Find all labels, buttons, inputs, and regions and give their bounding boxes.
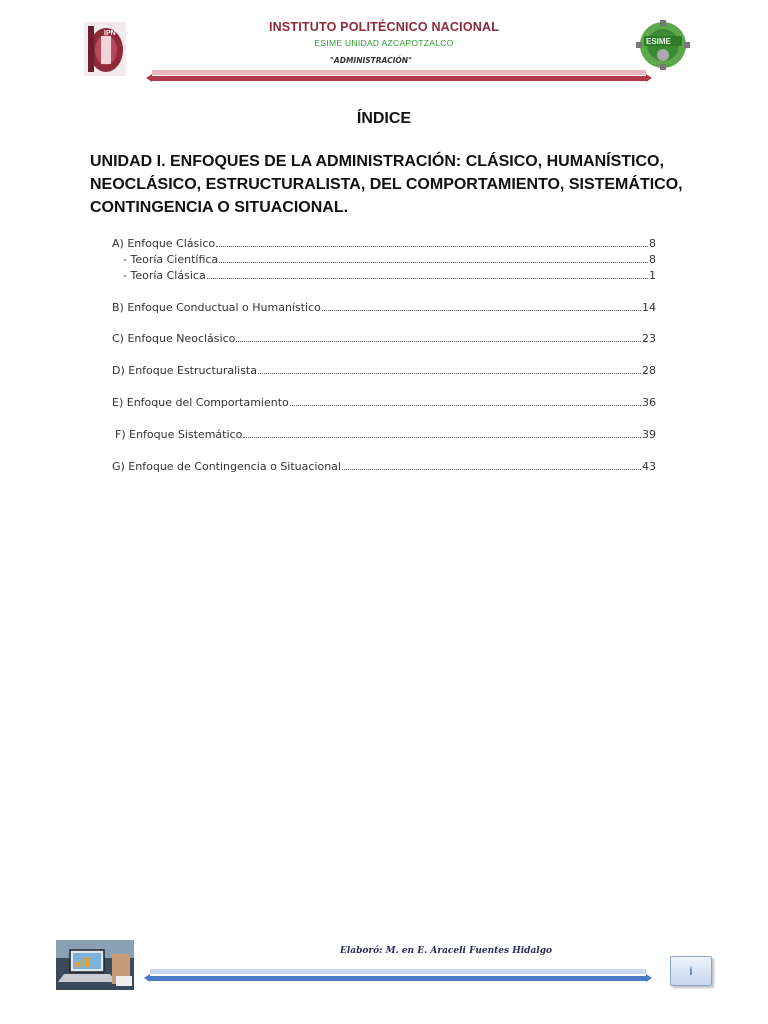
toc-label: A) Enfoque Clásico <box>112 237 216 250</box>
toc-entry-enfoque-comportamiento[interactable] <box>112 393 656 409</box>
index-title: ÍNDICE <box>356 110 412 127</box>
toc-page: 36 <box>642 396 656 409</box>
toc-label: C) Enfoque Neoclásico <box>112 332 236 345</box>
toc-label: F) Enfoque Sistemático <box>115 428 243 441</box>
toc-label: G) Enfoque de Contingencia o Situacional <box>112 460 341 473</box>
svg-text:IPN: IPN <box>104 30 116 37</box>
toc-page: 39 <box>642 428 656 441</box>
toc-leader <box>243 436 641 438</box>
toc-page: 1 <box>649 269 656 282</box>
toc-entry-enfoque-estructuralista[interactable] <box>112 361 656 377</box>
toc-leader <box>219 261 648 263</box>
toc-leader <box>322 309 641 311</box>
toc-leader <box>236 340 641 342</box>
toc-entry-enfoque-contingencia[interactable] <box>112 457 656 473</box>
toc-leader <box>207 277 648 279</box>
svg-text:ESIME: ESIME <box>646 37 671 46</box>
toc-leader <box>216 245 648 247</box>
laptop-photo-icon <box>56 940 134 990</box>
school-name: ESIME UNIDAD AZCAPOTZALCO <box>314 38 454 48</box>
toc-page: 28 <box>642 364 656 377</box>
toc-entry-teoria-clasica[interactable] <box>123 266 656 282</box>
toc-entry-enfoque-sistematico[interactable] <box>115 425 656 441</box>
toc-label: D) Enfoque Estructuralista <box>112 364 257 377</box>
toc-entry-enfoque-neoclasico[interactable] <box>112 329 656 345</box>
toc-leader <box>342 468 641 470</box>
unit-title: UNIDAD I. ENFOQUES DE LA ADMINISTRACIÓN: CLÁSICO, HUMANÍSTICO, NEOCLÁSICO, ESTRUCTURALISTA, DEL COMPORTAMIENTO, SISTEMÁTICO, CONTINGENCIA O SITUACIONAL. <box>90 153 683 216</box>
toc-entry-teoria-cientifica[interactable] <box>123 250 656 266</box>
toc-leader <box>258 372 641 374</box>
toc-page: 43 <box>642 460 656 473</box>
page-number: i <box>670 956 712 986</box>
course-name: "ADMINISTRACIÓN" <box>330 56 412 65</box>
toc-page: 14 <box>642 301 656 314</box>
toc-page: 8 <box>649 253 656 266</box>
toc-label: - Teoría Científica <box>123 253 219 266</box>
toc-entry-enfoque-conductual[interactable] <box>112 298 656 314</box>
institution-name: INSTITUTO POLITÉCNICO NACIONAL <box>268 20 500 34</box>
toc-leader <box>290 404 641 406</box>
toc-label: B) Enfoque Conductual o Humanístico <box>112 301 321 314</box>
footer-divider <box>144 966 652 984</box>
toc-label: E) Enfoque del Comportamiento <box>112 396 289 409</box>
toc-label: - Teoría Clásica <box>123 269 206 282</box>
toc-page: 8 <box>649 237 656 250</box>
toc-entry-enfoque-clasico[interactable] <box>112 234 656 250</box>
author-credit: Elaboró: M. en E. Araceli Fuentes Hidalgo <box>340 946 552 956</box>
toc-page: 23 <box>642 332 656 345</box>
